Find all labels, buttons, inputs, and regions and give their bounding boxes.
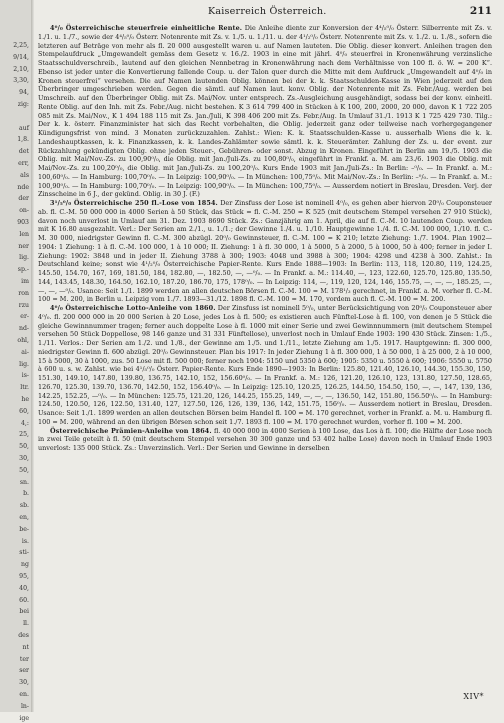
- previous-page-edge: [0, 0, 31, 722]
- signature-mark: XIV*: [463, 692, 484, 701]
- margin-fragment: 25,: [19, 431, 29, 439]
- entry-title: Österreichische Prämien-Anleihe von 1864.: [50, 426, 212, 435]
- entry-praemien-anleihe-1864: [38, 427, 492, 453]
- margin-fragment: is-: [21, 372, 29, 380]
- book-page: [38, 0, 496, 712]
- margin-fragment: 2,10,: [13, 65, 29, 73]
- entry-text: Die Anleihe diente zur Konversion der 4⁴/₅⁰/₀ Österr. Silberrente mit Zs. v. 1./1. u. 1./7., sowie der 4⁴/₅⁰/₀ Österr. Notenrente mit Zs. v. 1./5. u. 1./11. u. der 4¹/₂⁰/₀ Österr. Notenrente mit Zs. v. 1./2. u. 1./8., sofern die letzteren auf Beträge von mehr als fl. 20 000 ausgestellt waren u. auf Namen lauteten. Die Oblig. dieser konvert. Anleihen tragen den Stempelaufdruck „Umgewandelt gemäss dem Gesetz v. 16./2. 1903 in eine mit jährl. 4⁰/₀ steuerfrei in Kronenwährung verzinsliche Staatsschuldverschreib., lautend auf den gleichen Nennbetrag in Kronenwährung nach dem Verhältnisse von 100 fl. ö. W. = 200 K“. Ebenso ist jeder unter die Konvertierung fallende Coup. u. der Talon quer durch die Mitte mit dem Aufdruck „Umgewandelt auf 4⁰/₀ in Kronen steuerfrei“ versehen. Die auf Namen lautenden Oblig. können bei der k. k. Staatsschulden-Kasse in Wien jederzeit auf den Überbringer umgeschrieben werden. Gegen die sämtl. auf Namen laut. konv. Oblig. der Notenrente mit Zs. Febr./Aug. werden bei Umschreib. auf den Überbringer Oblig. mit Zs. Mai/Nov. unter entsprech. Zs.-Ausgleichung ausgehändigt, sodass bei der konv. einheitl. Rente Oblig. auf den Inh. mit Zs. Febr./Aug. nicht bestehen. K 3 614 799 400 in Stücken à K 100, 200, 2000, 20 000, davon K 1 722 205 085 mit Zs. Mai/Nov., K 1 494 188 115 mit Zs. Jan./Juli, K 398 406 200 mit Zs. Febr./Aug. In Umlauf 31./1. 1913 K 1 725 429 730. Tilg.: Der k. k. österr. Finanzminister hat sich das Recht vorbehalten, die Oblig. jederzeit ganz oder teilweise nach vorhergegangener Kündigungsfrist von mind. 3 Monaten zurückzuzahlen. Zahlst.: Wien: K. k. Staatsschulden-Kasse u. ausserhalb Wiens die k. k. Landeshauptkassen, k. k. Finanzkassen, k. k. Landes-Zahlämter sowie sämtl. k. k. Steuerämter. Zahlung der Zs. u. der event. zur Rückzahlung gekündigten Oblig. ohne jeden Steuer-, Gebühren- oder sonst. Abzug in Kronen. Eingeführt in Berlin am 19./5. 1903 die Oblig. mit Mai/Nov.-Zs. zu 100,90⁰/₀, die Oblig. mit Jan./Juli-Zs. zu 100,80⁰/₀, eingeführt in Frankf. a. M. am 23./6. 1903 die Oblig. mit Mai/Nov.-Zs. zu 100,20⁰/₀, die Oblig. mit Jan./Juli-Zs. zu 100,20⁰/₀. Kurs Ende 1903 mit Jan./Juli-Zs.: In Berlin: –⁰/₀. — In Frankf. a. M.: 100,60⁰/₀. — In Hamburg: 100,70⁰/₀. — In Leipzig: 100,90⁰/₀. — In München: 100,75⁰/₀. Mit Mai/Nov.-Zs.: In Berlin: –⁰/₀. — In Frankf. a. M.: 100,90⁰/₀. — In Hamburg: 100,70⁰/₀. — In Leipzig: 100,90⁰/₀. — In München: 100,75⁰/₀. — Ausserdem notiert in Breslau, Dresden. Verj. der Zinsscheine in 6 J., der gekünd. Oblig. in 30 J. (F.): [38, 24, 492, 199]
- margin-fragment: en,: [19, 514, 29, 521]
- margin-fragment: 60,: [19, 407, 29, 415]
- entry-text: Der Zinsfuss der Lose ist nominell 4⁰/₀, es gehen aber hiervon 20⁰/₀ Couponsteuer ab. fl. C.-M. 50 000 000 in 4000 Serien à 50 Stück, das Stück = fl. C.-M. 250 = K 525 (mit deutschem Stempel versehen 27 910 Stück), davon noch unverlost in Umlauf am 31. Dez. 1903 8690 Stück. Zs.: Ganzjährig am 1. April, die auf fl. C.-M. 10 lautenden Coup. werden mit K 16.80 ausgezahlt. Verl.: Der Serien am 2./1., u. 1./1.; der Gewinne 1./4. u. 1./10. Hauptgewinne 1./4. fl. C.-M. 100 000, 1./10. fl. C.-M. 30 000, niedrigster Gewinn fl. C.-M. 300 abzügl. 20⁰/₀ Gewinnsteuer, fl. C.-M. 100 = K 210; letzte Ziehung: 1./7. 1904. Plan 1902—1904: 1 Ziehung: 1 à fl. C.-M. 100 000, 1 à 10 000; II. Ziehung: 1 à fl. 30 000, 1 à 5000, 5 à 2000, 5 à 1000, 50 à 400; ferner in jeder I. Ziehung: 1902: 3848 und in jeder II. Ziehung 3788 à 300; 1903: 4048 und 3988 à 300; 1904: 4298 und 4238 à 300. Zahlst.: In Deutschland keine; sonst wie 4¹/₂⁰/₀ Österreichische Papier-Rente. Kurs Ende 1888—1903: In Berlin: 113, 118, 120.80, 119, 124.25, 145.50, 154.70, 167, 169, 181.50, 184, 182.80, —, 182.50, —, —⁰/₀. — In Frankf. a. M.: 114.40, —, 123, 122.60, 125.70, 125.80, 135.50, 144, 143.45, 148.30, 164.50, 162.10, 187.20, 186.70, 175, 178⁰/₀. — In Leipzig: 114, —, 119, 120, 124, 146, 155.75, —, —, —, 185.25, —, —, —, —⁰/₀. Usance: Seit 1./1. 1899 werden an allen deutschen Börsen fl. C.-M. 100 = M. 178¹/₃ gerechnet, in Frankf. a. M. vorher fl. C.-M. 100 = M. 200, in Berlin u. Leipzig vom 1./7. 1893—31./12. 1898 fl. C.-M. 100 = M. 170, vordem auch fl. C.-M. 100 = M. 200.: [38, 199, 492, 304]
- page-body: [38, 24, 492, 453]
- margin-fragment: he: [21, 396, 29, 403]
- margin-fragment: 9/14,: [13, 53, 29, 61]
- margin-fragment: sn.: [19, 478, 29, 486]
- margin-fragment: 2,25,: [13, 42, 29, 49]
- margin-fragment: ai-: [21, 348, 29, 356]
- running-title: Kaiserreich Österreich.: [208, 6, 327, 17]
- margin-fragment: als: [20, 171, 29, 179]
- margin-fragment: is.: [21, 537, 29, 545]
- entry-text: fl. 40 000 000 in 4000 Serien à 100 Lose, das Los à fl. 100; die Hälfte der Lose noch in zwei Teile geteilt à fl. 50 (mit deutschem Stempel versehen 30 300 ganze und 53 402 halbe Lose) davon noch in Umlauf Ende 1903 unverlost: 135 000 Stück. Zs.: Unverzinslich. Verl.: Der Serien und Gewinne in derselben: [38, 426, 493, 452]
- margin-fragment: 903: [17, 219, 29, 226]
- margin-fragment: ser: [19, 667, 29, 675]
- margin-fragment: ron: [18, 289, 29, 297]
- margin-fragment: ng: [21, 561, 29, 569]
- entry-text: Der Zinsfuss ist nominell 5⁰/₀, unter Berücksichtigung von 20⁰/₀ Couponsteuer aber 4⁰/₀. fl. 200 000 000 in 20 000 Serien à 20 Lose, jedes Los à fl. 500; es existieren auch Fünftel-Lose à fl. 100, von denen je 5 Stück die gleiche Gewinnnummer tragen; ferner auch doppelte Lose à fl. 1000 mit einer Serie und zwei Gewinnnummern (mit deutschem Stempel versehen 50 Stück Doppellose, 98 146 ganze und 31 331 Fünftellose), unverlost noch in Umlauf Ende 1903: 190 430 Stück. Zinsen: 1./5., 1./11. Verlos.: Der Serien am 1./2. und 1./8., der Gewinne am 1./5. und 1./11., letzte Ziehung am 1./5. 1917. Hauptgewinn: fl. 300 000, niedrigster Gewinn fl. 600 abzügl. 20⁰/₀ Gewinnsteuer. Plan bis 1917: In jeder Ziehung 1 à fl. 300 000, 1 à 50 000, 1 à 25 000, 2 à 10 000, 15 à 5000, 30 à 1000, zus. 50 Lose mit fl. 500 000; ferner noch 1904: 5150 und 5350 à 600; 1905: 5350 u. 5550 à 600; 1906: 5550 u. 5750 à 600 u. s. w. Zahlst. wie bei 4¹/₅⁰/₀ Österr. Papier-Rente. Kurs Ende 1890—1903: In Berlin: 125.80, 121.40, 126.10, 144.30, 155.30, 150, 151.30, 149.10, 147.80, 139.80, 136.75, 142.10, 152, 156.60⁰/₀. — In Frankf. a. M.: 126, 121.20, 126.10, 123, 131.80, 127.50, 128.65, 126.70, 125.30, 139.70, 136.70, 142.50, 152, 156.40⁰/₀. — In Leipzig: 125.10, 120.25, 126.25, 144.50, 154.50, 150, —, —, 147, 139, 136, 142.25, 152.25, —⁰/₀. — In München: 125.75, 121.20, 126, 144.25, 155.25, 149, —, —, —, 136.50, 142, 151.80, 156.50⁰/₀. — In Hamburg: 124.50, 120.50, 126, 122.50, 131.40, 127, 127.50, 126, 126, 139, 136, 142, 151.75, 156⁰/₀. — Ausserdem notiert in Breslau, Dresden. Usance: Seit 1./1. 1899 werden an allen deutschen Börsen beim Handel fl. 100 = M. 170 gerechnet, vorher in Frankf. a. M. u. Hamburg fl. 100 = M. 200, während an den übrigen Börsen schon seit 1./7. 1893 fl. 100 = M. 170 gerechnet wurden, vorher fl. 100 = M. 200.: [38, 304, 492, 426]
- margin-fragment: rzu: [18, 301, 29, 309]
- margin-fragment: nd-: [18, 325, 29, 333]
- margin-fragment: en.: [19, 691, 29, 698]
- margin-fragment: on-: [19, 207, 29, 215]
- margin-fragment: len: [19, 230, 29, 238]
- margin-fragment: zig:: [17, 101, 29, 108]
- margin-fragment: err,: [18, 160, 29, 167]
- margin-fragment: lig.: [19, 360, 29, 368]
- margin-fragment: 40,: [19, 584, 29, 592]
- margin-fragment: 60.: [19, 596, 29, 604]
- margin-fragment: 94,: [19, 89, 29, 97]
- margin-fragment: ln-: [20, 702, 29, 710]
- margin-fragment: be-: [19, 525, 29, 533]
- margin-fragment: der: [18, 195, 29, 203]
- margin-fragment: lig.: [19, 254, 29, 262]
- margin-fragment: er-: [20, 313, 29, 321]
- margin-fragment: det: [18, 148, 29, 156]
- margin-fragment: ner: [18, 242, 29, 250]
- margin-fragment: 4,:: [21, 419, 29, 427]
- entry-title: 4⁰/₀ Österreichische Lotto-Anleihe von 1860.: [50, 304, 216, 312]
- margin-fragment: 50,: [19, 443, 29, 451]
- margin-fragment: 1,8.: [17, 136, 29, 144]
- margin-fragment: sti-: [19, 549, 29, 557]
- margin-fragment: ter: [19, 655, 29, 663]
- margin-fragment: im: [21, 278, 29, 285]
- entry-lotto-anleihe-1860: [38, 304, 492, 427]
- entry-title: 4⁰/₀ Österreichische steuerfreie einheitliche Rente.: [50, 24, 243, 32]
- entry-title: 3¹/₅⁰/₀ Österreichische 250 fl.-Lose von 1854.: [50, 199, 218, 207]
- margin-fragment: 30,: [19, 455, 29, 462]
- entry-einheitliche-rente: [38, 24, 492, 199]
- margin-fragment: sb.: [19, 502, 29, 510]
- page-gutter: [31, 0, 34, 712]
- margin-fragment: 3,30,: [13, 77, 29, 85]
- margin-fragment: 95,: [19, 573, 29, 580]
- margin-fragment: ll.: [23, 620, 29, 628]
- page-header: [38, 5, 496, 19]
- margin-fragment: 50,: [19, 466, 29, 474]
- entry-lose-1854: [38, 199, 492, 304]
- margin-fragment: sp.-: [17, 266, 29, 274]
- margin-fragment: ltr.: [20, 384, 29, 392]
- margin-fragment: b.: [23, 490, 29, 498]
- margin-fragment: ohl,: [17, 337, 29, 344]
- margin-fragment: ige: [19, 714, 29, 722]
- page-number: 211: [469, 5, 492, 17]
- margin-fragment: bei: [19, 608, 29, 616]
- margin-fragment: auf: [19, 124, 29, 132]
- margin-fragment: nt: [22, 643, 29, 651]
- margin-fragment: des: [18, 632, 29, 639]
- margin-fragment: 30,: [19, 679, 29, 687]
- margin-fragment: nde: [17, 183, 29, 191]
